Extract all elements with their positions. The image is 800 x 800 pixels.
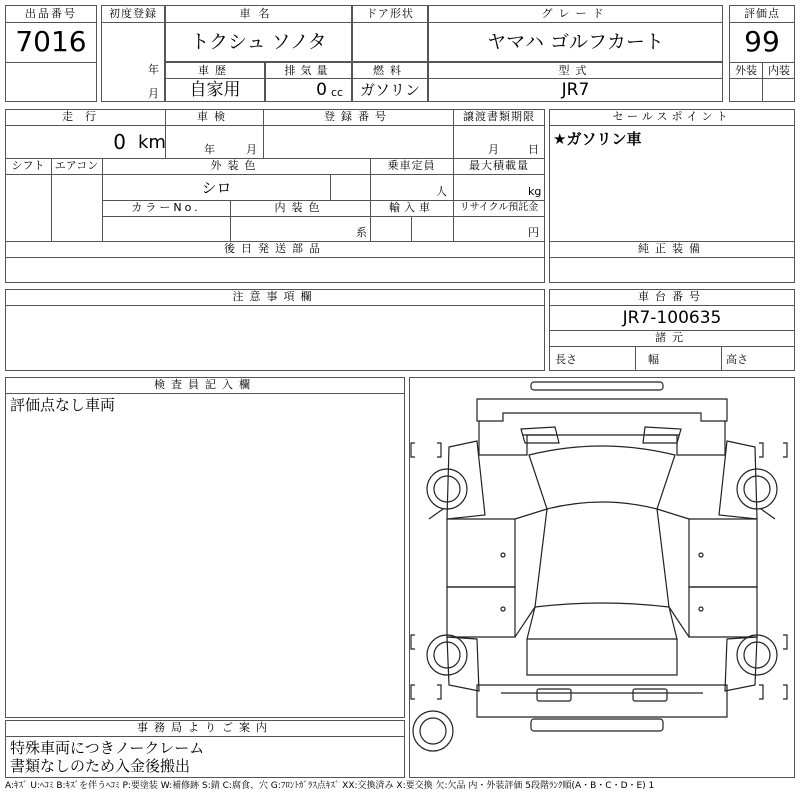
sales-point-label: セールスポイント [550, 110, 794, 124]
color-number-label: カラーNo. [103, 201, 229, 215]
chassis-number: JR7-100635 [622, 308, 722, 328]
score: 99 [744, 25, 780, 58]
mileage-unit: km [138, 132, 166, 153]
month-unit: 月 [148, 87, 159, 100]
exterior-color-label: 外装色 [103, 159, 369, 173]
model: JR7 [561, 80, 590, 100]
displacement-unit: cc [331, 86, 344, 99]
inspection-year-unit: 年 [204, 143, 215, 156]
recycle-fee-unit: 円 [528, 226, 539, 239]
score-label: 評価点 [730, 7, 794, 21]
exterior-grade-label: 外装 [735, 64, 757, 77]
later-parts-label: 後日発送部品 [6, 242, 544, 256]
transfer-day-unit: 日 [528, 143, 539, 156]
grade-label: グレード [429, 7, 722, 21]
inspector-note: 評価点なし車両 [10, 396, 116, 414]
office-label: 事務局よりご案内 [6, 721, 404, 735]
inspector-label: 検査員記入欄 [6, 378, 404, 392]
max-load-label: 最大積載量 [454, 159, 544, 173]
displacement: 0 [316, 80, 327, 100]
exterior-color: シロ [201, 179, 232, 197]
history-label: 車歴 [166, 64, 264, 78]
mileage-label: 走行 [6, 110, 164, 124]
mileage: 0 [113, 130, 126, 154]
import-label: 輸入車 [371, 201, 452, 215]
inspector-panel [5, 377, 405, 718]
registration-number-label: 登録番号 [264, 110, 452, 124]
lot-number: 7016 [15, 25, 87, 58]
genuine-equipment-label: 純正装備 [550, 242, 794, 256]
first-registration-label: 初度登録 [102, 7, 164, 21]
car-name-label: 車名 [166, 7, 351, 21]
interior-grade-label: 内装 [768, 64, 790, 77]
fuel: ガソリン [359, 81, 420, 99]
car-name: トクシュ ソノタ [190, 31, 327, 53]
chassis-number-label: 車台番号 [550, 290, 794, 304]
fuel-label: 燃料 [353, 64, 427, 78]
transfer-deadline-label: 譲渡書類期限 [454, 110, 544, 124]
model-label: 型式 [429, 64, 722, 78]
inspection-month-unit: 月 [246, 143, 257, 156]
sales-point-text: ★ガソリン車 [553, 130, 642, 148]
car-condition-diagram [409, 377, 795, 778]
damage-code-legend: A:ｷｽﾞ U:ﾍｺﾐ B:ｷｽﾞを伴うﾍｺﾐ P:要塗装 W:補修跡 S:錆 C:腐食、穴 G:ﾌﾛﾝﾄｶﾞﾗｽ点ｷｽﾞ XX:交換済み X:要交換 欠:欠品 内・外装評価 5段階ﾗﾝｸ順(A・B・C・D・E) 1 [5, 781, 655, 791]
capacity-label: 乗車定員 [371, 159, 452, 173]
interior-color-label: 内装色 [231, 201, 369, 215]
height-label: 高さ [726, 353, 748, 366]
shift-label: シフト [6, 159, 50, 173]
grade: ヤマハ ゴルフカート [487, 31, 664, 53]
aircon-label: エアコン [52, 159, 101, 173]
office-note-line-1: 特殊車両につきノークレーム [10, 739, 205, 757]
year-unit: 年 [148, 63, 159, 76]
door-type-label: ドア形状 [353, 7, 427, 21]
transfer-month-unit: 月 [488, 143, 499, 156]
interior-color-unit: 系 [356, 226, 367, 239]
inspection-label: 車検 [166, 110, 262, 124]
lot-number-label: 出品番号 [6, 7, 96, 21]
notes-label: 注意事項欄 [6, 290, 544, 304]
history: 自家用 [189, 80, 241, 100]
recycle-fee-label: リサイクル預託金 [454, 201, 544, 215]
width-label: 幅 [648, 353, 659, 366]
capacity-unit: 人 [436, 185, 447, 198]
office-note-line-2: 書類なしのため入金後搬出 [10, 757, 191, 775]
max-load-unit: kg [528, 185, 542, 198]
length-label: 長さ [555, 353, 577, 366]
dimensions-label: 諸元 [550, 331, 794, 345]
displacement-label: 排気量 [266, 64, 351, 78]
